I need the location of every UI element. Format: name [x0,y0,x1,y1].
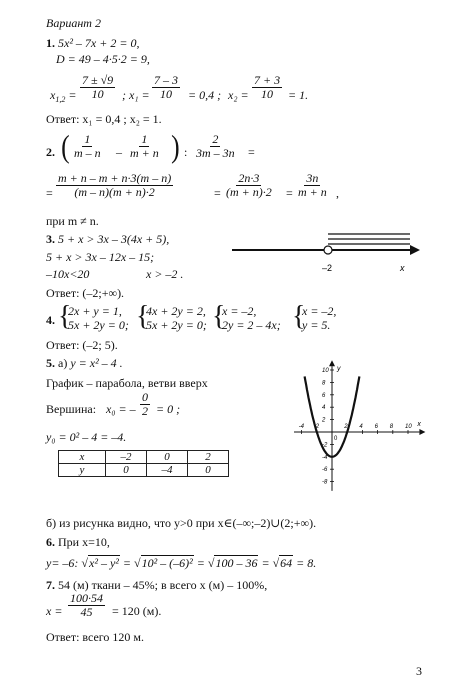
task2-number: 2. [46,145,55,159]
fraction-denominator: (m – n)(m + n)·2 [74,185,155,199]
system4-line1: x = –2, [302,304,337,318]
system1-line1: 2x + y = 1, [68,304,122,318]
task2-equals-4: = [286,186,293,200]
task7 [46,578,267,592]
task6-radicand-2: 10² – (–6)² [141,556,193,570]
table-cell: y [59,464,106,477]
task1-x2-value: = 1. [288,88,309,102]
fraction-denominator: (m + n)·2 [226,185,272,199]
fraction-denominator: 2 [142,404,148,418]
fraction-numerator: 2 [212,132,219,146]
y-tick-label: -6 [322,467,328,474]
task2-fraction-5 [224,172,274,199]
task1-x1-value: = 0,4 ; [188,88,222,102]
open-point [324,246,332,254]
task3-number-line [232,228,422,276]
task1-x2-label: x₂ = [228,88,249,102]
fraction-denominator: 10 [160,87,172,101]
task3-line-3a: –10x<20 [46,267,90,281]
table-row [59,464,229,477]
task6-number: 6. [46,535,55,549]
system2-line2: 5x + 2y = 0; [146,318,207,332]
table-cell: 2 [188,451,229,464]
y-tick-label: 10 [322,368,329,374]
task6-eq-a: = [122,556,131,570]
table-cell: 0 [147,451,188,464]
fraction-denominator: m + n [298,185,327,199]
task5-graph-text: График – парабола, ветви вверх [46,376,208,390]
fraction-numerator: 7 + 3 [254,73,281,87]
task5-x0-fraction [140,391,150,418]
task2-minus: – [116,145,122,159]
task7-answer: Ответ: всего 120 м. [46,630,145,644]
task5-y0: y₀ = 0² – 4 = –4. [46,430,127,444]
task1-discriminant: D = 49 – 4·5·2 = 9, [56,52,150,66]
task1-x2-fraction [252,74,282,101]
fraction-denominator: m + n [130,146,159,160]
task5-x0-value: = 0 ; [156,402,181,416]
variant-heading: Вариант 2 [46,16,101,30]
task6-y-label: y= –6: [46,556,79,570]
task2-fraction-4 [56,172,173,199]
task6-eq-b: = [196,556,205,570]
task6-radicand-4: 64 [280,556,293,570]
fraction-numerator: 100·54 [70,591,103,605]
fraction-denominator: 10 [261,87,274,101]
task7-number: 7. [46,578,55,592]
task6-radicand-1: x² – y² [89,556,119,570]
axis-point-label: –2 [322,263,333,273]
task2-comma: , [336,186,339,200]
task5-vertex-label: Вершина: [46,402,97,416]
task6-eq-c: = [261,556,270,570]
task6-intro: При x=10, [58,535,110,549]
x-tick-label: 6 [374,424,378,430]
fraction-numerator: 1 [141,132,148,146]
system-brace: { [212,301,226,332]
y-axis-label: y [337,365,341,373]
y-axis-arrow-icon [329,360,335,366]
task2-fraction-3 [194,133,237,160]
y-tick-label: 6 [322,392,326,399]
table-cell: x [59,451,106,464]
table-row [59,451,229,464]
task6-equation: y= –6: √x² – y² = √10² – (–6)² = √100 – 36 = √64 = 8. [46,556,317,570]
x-tick-label: -2 [313,424,320,430]
system-brace: { [292,301,306,332]
task2-fraction-2 [128,133,161,160]
y-tick-label: -2 [322,442,328,449]
task2-note: при m ≠ n. [46,214,99,228]
task5-parabola-graph [292,360,428,508]
system-brace: { [136,301,150,332]
fraction-numerator: 7 – 3 [154,73,178,87]
task4-answer: Ответ: (–2; 5). [46,338,118,352]
task6 [46,535,110,549]
task5-part-a: а) [58,356,68,370]
fraction-numerator: m + n – m + n·3(m – n) [58,171,172,185]
table-cell: –4 [147,464,188,477]
task1-x12-fraction [80,74,115,101]
table-cell: –2 [106,451,147,464]
task2-fraction-1 [72,133,103,160]
y-tick-label: 2 [322,417,326,424]
x-tick-label: -4 [298,424,304,430]
x-axis-label: x [417,421,421,428]
x-axis-arrow-icon [419,429,425,435]
task1 [46,36,139,50]
system3-line2: 2y = 2 – 4x; [222,318,281,332]
y-tick-label: -8 [322,479,328,486]
task5-function: y = x² – 4 . [70,356,123,370]
task1-answer: Ответ: x₁ = 0,4 ; x₂ = 1. [46,112,162,126]
task2-divide: : [184,145,188,159]
system-brace: { [58,301,72,332]
left-paren: ( [61,128,70,164]
fraction-denominator: 3m – 3n [196,146,235,160]
fraction-numerator: 7 ± √9 [82,73,114,87]
fraction-denominator: m – n [74,146,101,160]
y-tick-label: 8 [322,380,326,387]
page-number: 3 [416,664,422,678]
x-tick-label: 8 [389,424,394,430]
y-tick-label: 4 [322,405,326,412]
task7-fraction [68,592,105,619]
task7-x-label: x = [46,604,63,618]
task5-part-b: б) из рисунка видно, что y>0 при x∈(–∞;–2)∪(2;+∞). [46,516,317,530]
task7-value: = 120 (м). [112,604,162,618]
task2-equals-2: = [46,186,53,200]
task3-line-3b: x > –2 . [146,267,184,281]
system3-line1: x = –2, [222,304,257,318]
x-tick-label: 10 [405,424,412,430]
y-tick-label: -4 [322,454,328,461]
task6-radicand-3: 100 – 36 [215,556,258,570]
task1-x1-label: ; x₁ = [122,88,150,102]
system4-line2: y = 5. [302,318,331,332]
task1-number: 1. [46,36,55,50]
fraction-denominator: 45 [80,605,93,619]
fraction-numerator: 0 [142,390,148,404]
fraction-denominator: 10 [91,87,104,101]
task3-number: 3. [46,232,55,246]
origin-label: 0 [334,436,338,442]
task5-value-table [58,450,229,477]
task5-x0-label: x₀ = – [106,402,136,416]
task3-line-1: 5 + x > 3x – 3(4x + 5), [58,232,170,246]
task3-answer: Ответ: (–2;+∞). [46,286,125,300]
table-cell: 0 [188,464,229,477]
task1-x12-label: $x_{1,2}$ = [50,88,77,104]
fraction-numerator: 2n·3 [238,171,260,185]
arrow-head-icon [410,245,420,255]
right-paren: ) [171,128,180,164]
system1-line2: 5x + 2y = 0; [68,318,129,332]
x-tick-label: 4 [359,424,363,430]
system2-line1: 4x + 2y = 2, [146,304,206,318]
fraction-numerator: 1 [84,132,91,146]
task6-eq-d: = 8. [296,556,317,570]
task2-equals: = [248,145,255,159]
task1-x1-fraction [152,74,180,101]
table-cell: 0 [106,464,147,477]
task3 [46,232,169,246]
task2-fraction-6 [296,172,329,199]
task4-number: 4. [46,313,55,327]
task2-equals-3: = [214,186,221,200]
task7-line-1: 54 (м) ткани – 45%; в всего x (м) – 100%, [58,578,268,592]
task5-number: 5. [46,356,55,370]
task3-line-2: 5 + x > 3x – 12x – 15; [46,250,155,264]
x-tick-label: 2 [344,424,348,430]
task1-equation: 5x² – 7x + 2 = 0, [58,36,140,50]
task5 [46,356,123,370]
axis-var-label: x [400,263,405,273]
fraction-numerator: 3n [306,171,319,185]
